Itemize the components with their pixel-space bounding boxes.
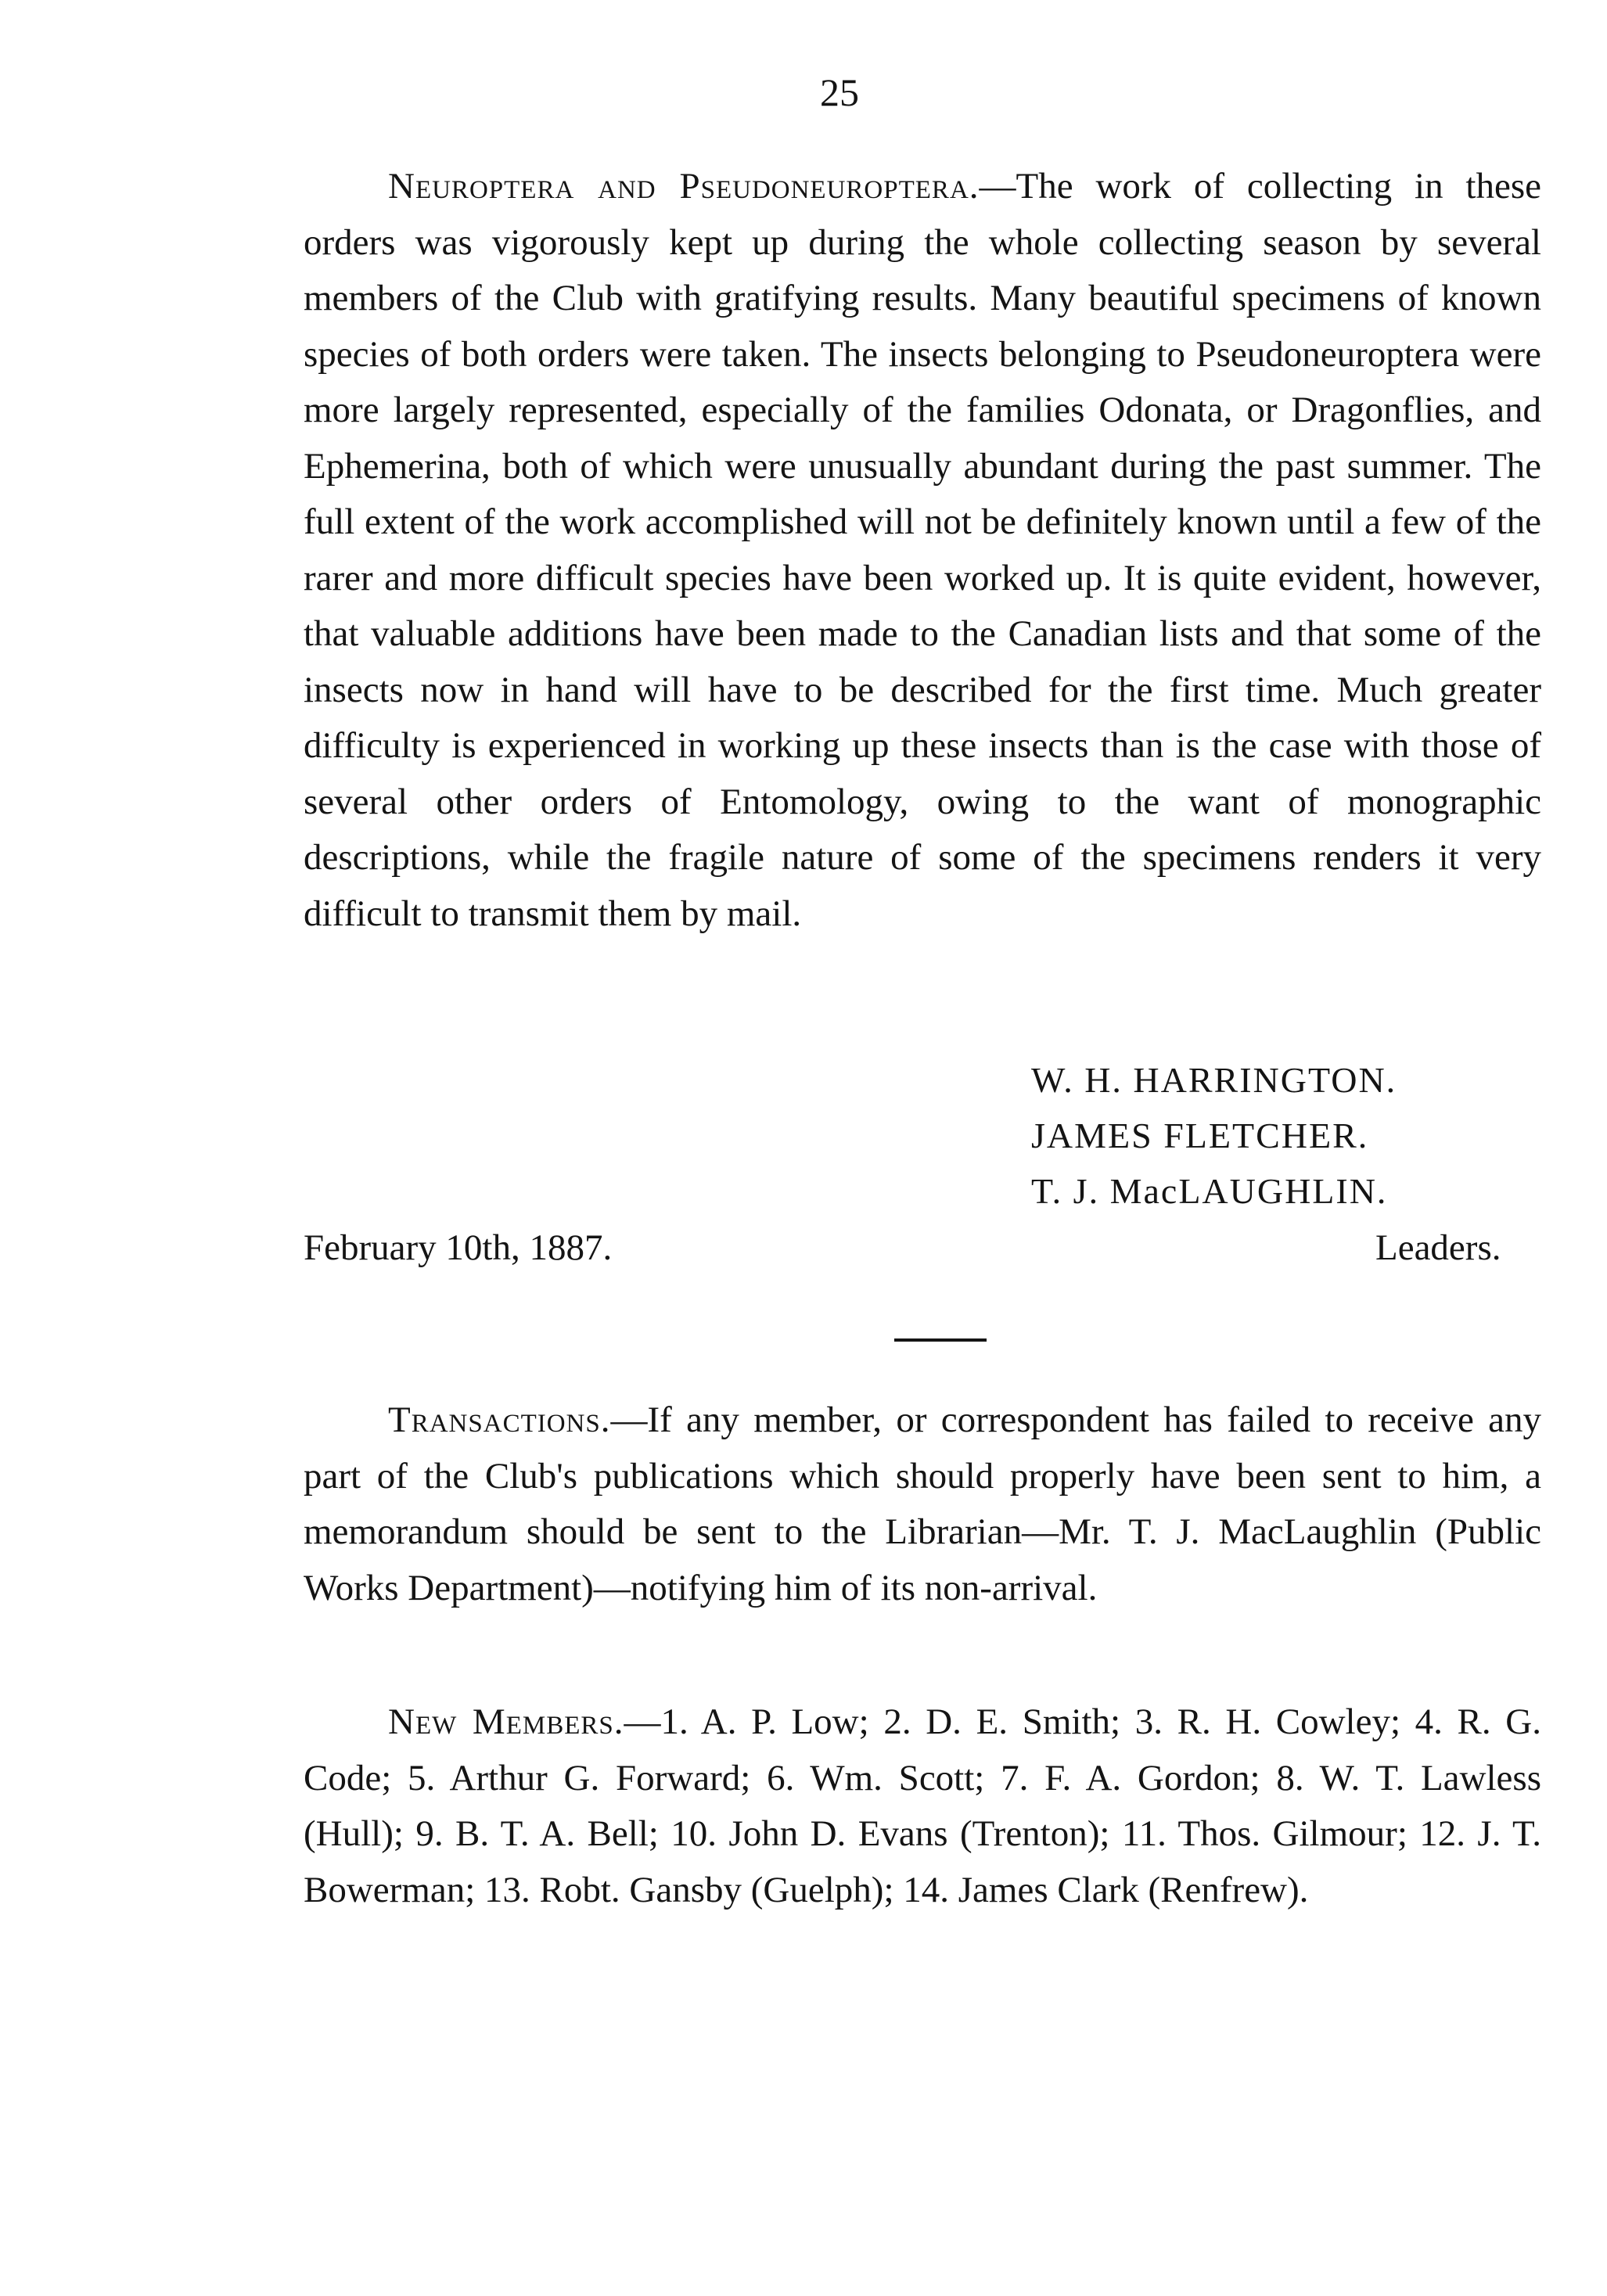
transactions-paragraph [304, 1392, 1541, 1616]
neuroptera-heading: Neuroptera and Pseudoneuroptera. [388, 166, 980, 207]
leaders-label: Leaders. [1375, 1227, 1501, 1268]
transactions-body: —If any member, or correspondent has failed to receive any part of the Club's publications which should properly have been sent to him, a memorandum should be sent to the Librarian—Mr. T. J. MacLaughlin (Public Works Department)—notifying him of its non-arrival. [304, 1400, 1541, 1608]
signature-maclaughlin: T. J. MacLAUGHLIN. [1031, 1171, 1388, 1211]
new-members-paragraph [304, 1694, 1541, 1918]
signature-block [1031, 1052, 1579, 1219]
section-divider [894, 1338, 987, 1342]
report-date: February 10th, 1887. [304, 1227, 613, 1268]
transactions-heading: Transactions. [388, 1400, 611, 1440]
new-members-heading: New Members. [388, 1701, 624, 1742]
signature-fletcher: JAMES FLETCHER. [1031, 1116, 1369, 1155]
page-number: 25 [820, 70, 859, 114]
neuroptera-body: —The work of collecting in these orders was vigorously kept up during the whole collecting season by several members of the Club with gratifying results. Many beautiful specimens of known species of both orders were taken. The insects belonging to Pseudoneuroptera were more largely represented, especially of the families Odonata, or Dragonflies, and Ephemerina, both of which were unusually abundant during the past summer. The full extent of the work accomplished will not be definitely known until a few of the rarer and more difficult species have been worked up. It is quite evident, however, that valuable additions have been made to the Canadian lists and that some of the insects now in hand will have to be described for the first time. Much greater difficulty is experienced in working up these insects than is the case with those of several other orders of Entomology, owing to the want of monographic descriptions, while the fragile nature of some of the specimens renders it very difficult to transmit them by mail. [304, 166, 1541, 934]
neuroptera-paragraph [304, 159, 1541, 942]
new-members-body: —1. A. P. Low; 2. D. E. Smith; 3. R. H. Cowley; 4. R. G. Code; 5. Arthur G. Forward; 6. Wm. Scott; 7. F. A. Gordon; 8. W. T. Lawless (Hull); 9. B. T. A. Bell; 10. John D. Evans (Trenton); 11. Thos. Gilmour; 12. J. T. Bowerman; 13. Robt. Gansby (Guelph); 14. James Clark (Renfrew). [304, 1701, 1542, 1910]
signature-harrington: W. H. HARRINGTON. [1031, 1060, 1397, 1100]
